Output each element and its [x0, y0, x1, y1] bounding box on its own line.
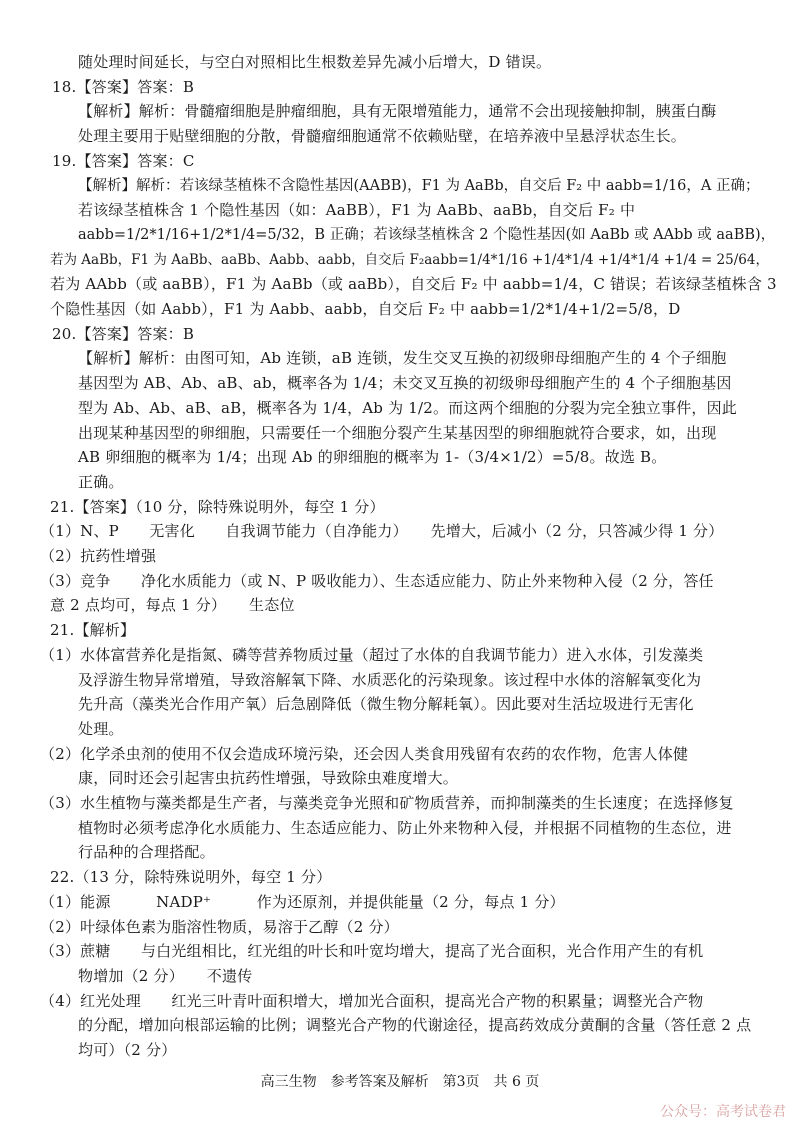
text-line: 物增加（2 分） 不遗传 [78, 967, 253, 985]
text-line: 19.【答案】答案：C [52, 152, 195, 170]
text-line: 意 2 点均可，每点 1 分） 生态位 [50, 596, 295, 614]
text-line: 处理主要用于贴壁细胞的分散，骨髓瘤细胞通常不依赖贴壁，在培养液中呈悬浮状态生长。 [78, 127, 687, 145]
text-line: 植物时必须考虑净化水质能力、生态适应能力、防止外来物种入侵，并根据不同植物的生态位，进 [78, 819, 732, 837]
text-line: （3）竞争 净化水质能力（或 N、P 吸收能力）、生态适应能力、防止外来物种入侵（2 分，答任 [40, 572, 714, 590]
text-line: 型为 Ab、Ab、aB、aB，概率各为 1/4，Ab 为 1/2。而这两个细胞的分裂为完全独立事件，因此 [78, 399, 737, 417]
text-line: （2）抗药性增强 [40, 547, 157, 565]
text-line: 若该绿茎植株含 1 个隐性基因（如：AaBB），F1 为 AaBb、aaBb，自交后 F₂ 中 [78, 201, 636, 219]
text-line: 21.【答案】（10 分，除特殊说明外，每空 1 分） [50, 498, 385, 516]
page-footer: 高三生物 参考答案及解析 第3页 共 6 页 [260, 1074, 540, 1090]
text-line: 的分配，增加向根部运输的比例；调整光合产物的代谢途径，提高药效成分黄酮的含量（答任意 2 点 [78, 1016, 752, 1034]
text-line: AB 卵细胞的概率为 1/4；出现 Ab 的卵细胞的概率为 1-（3/4×1/2）=5/8。故选 B。 [78, 448, 667, 466]
text-line: 【解析】解析：由图可知，Ab 连锁，aB 连锁，发生交叉互换的初级卵母细胞产生的 4 个子细胞 [78, 349, 727, 367]
text-line: 18.【答案】答案：B [52, 78, 195, 96]
text-line: 先升高（藻类光合作用产氧）后急剧降低（微生物分解耗氧）。因此要对生活垃圾进行无害化 [78, 695, 694, 713]
text-line: （4）红光处理 红光三叶青叶面积增大，增加光合面积，提高光合产物的积累量；调整光合产物 [40, 992, 704, 1010]
text-line: 正确。 [78, 473, 124, 491]
watermark-text: 公众号：高考试卷君 [660, 1104, 786, 1120]
text-line: 康，同时还会引起害虫抗药性增强，导致除虫难度增大。 [78, 769, 459, 787]
text-line: 20.【答案】答案：B [52, 325, 195, 343]
text-line: 及浮游生物异常增殖，导致溶解氧下降、水质恶化的污染现象。该过程中水体的溶解氧变化为 [78, 671, 702, 689]
text-line: 出现某种基因型的卵细胞，只需要任一个细胞分裂产生某基因型的卵细胞就符合要求，如，出现 [78, 424, 717, 442]
text-line: 21.【解析】 [50, 621, 136, 639]
text-line: 基因型为 AB、Ab、aB、ab，概率各为 1/4；未交叉互换的初级卵母细胞产生的 4 个子细胞基因 [78, 374, 732, 392]
text-line: 处理。 [78, 720, 124, 738]
text-line: 若为 AAbb（或 aaBB），F1 为 AaBb（或 aaBb），自交后 F₂ 中 aabb=1/4，C 错误；若该绿茎植株含 3 [50, 275, 777, 293]
text-line: 均可）（2 分） [78, 1041, 177, 1059]
text-line: 个隐性基因（如 Aabb），F1 为 Aabb、aabb，自交后 F₂ 中 aabb=1/2*1/4+1/2=5/8，D [50, 300, 681, 318]
text-line: （2）叶绿体色素为脂溶性物质，易溶于乙醇（2 分） [40, 918, 399, 936]
text-line: （1）N、P 无害化 自我调节能力（自净能力） 先增大，后减小（2 分，只答减少得 1 分） [40, 522, 724, 540]
text-line: （1）水体富营养化是指氮、磷等营养物质过量（超过了水体的自我调节能力）进入水体，引发藻类 [40, 646, 704, 664]
text-line: （3）蔗糖 与白光组相比，红光组的叶长和叶宽均增大，提高了光合面积，光合作用产生的有机 [40, 942, 704, 960]
text-line: 【解析】解析：若该绿茎植株不含隐性基因(AABB)，F1 为 AaBb，自交后 F₂ 中 aabb=1/16，A 正确； [78, 178, 760, 194]
text-line: 行品种的合理搭配。 [78, 843, 215, 861]
text-line: （2）化学杀虫剂的使用不仅会造成环境污染，还会因人类食用残留有农药的农作物，危害人体健 [40, 745, 689, 763]
text-line: （3）水生植物与藻类都是生产者，与藻类竞争光照和矿物质营养，而抑制藻类的生长速度；在选择修复 [40, 794, 734, 812]
text-line: 【解析】解析：骨髓瘤细胞是肿瘤细胞，具有无限增殖能力，通常不会出现接触抑制，胰蛋白酶 [78, 102, 717, 120]
text-line: （1）能源 NADP⁺ 作为还原剂，并提供能量（2 分，每点 1 分） [40, 893, 565, 911]
text-line: 若为 AaBb，F1 为 AaBb、aaBb、Aabb、aabb，自交后 F₂aabb=1/4*1/16 +1/4*1/4 +1/4*1/4 +1/4 = 25/64， [50, 252, 769, 268]
text-line: 随处理时间延长，与空白对照相比生根数差异先减小后增大，D 错误。 [78, 53, 552, 71]
text-line: 22.（13 分，除特殊说明外，每空 1 分） [50, 868, 332, 886]
text-line: aabb=1/2*1/16+1/2*1/4=5/32，B 正确；若该绿茎植株含 2 个隐性基因(如 AaBb 或 AAbb 或 aaBB)， [78, 227, 776, 243]
